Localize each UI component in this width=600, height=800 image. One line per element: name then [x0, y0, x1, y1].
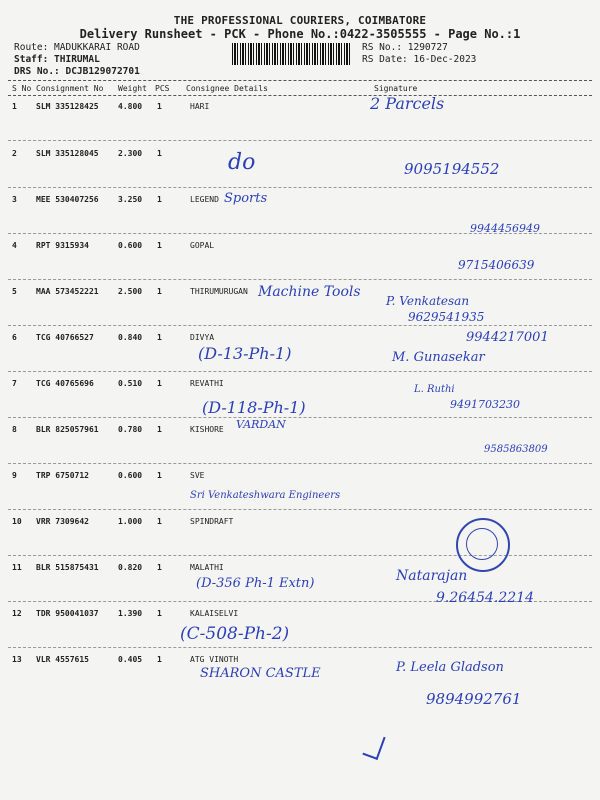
handwriting-company: VARDAN [236, 418, 286, 431]
row-consignment: TCG 40765696 [36, 379, 94, 388]
handwriting-phone: 9894992761 [426, 690, 522, 708]
row-divider [8, 140, 592, 141]
col-signature: Signature [374, 84, 418, 93]
row-consignee: HARI [190, 102, 210, 111]
row-sno: 1 [12, 102, 17, 111]
row-consignee: MALATHI [190, 563, 224, 572]
document-subtitle: Delivery Runsheet - PCK - Phone No.:0422-3505555 - Page No.:1 [79, 27, 521, 41]
rubber-stamp [456, 518, 510, 572]
handwriting-phone: 9585863809 [484, 444, 548, 455]
handwriting-parcels: 2 Parcels [370, 94, 445, 113]
row-pcs: 1 [157, 102, 162, 111]
col-pcs: PCS [155, 84, 170, 93]
rs-date: RS Date: 16-Dec-2023 [362, 54, 477, 65]
route-label: Route: MADUKKARAI ROAD [14, 42, 140, 53]
handwriting-company: Machine Tools [258, 284, 361, 300]
row-consignee: ATG VINOTH [190, 655, 239, 664]
tick-mark [362, 732, 385, 760]
row-sno: 9 [12, 471, 17, 480]
row-divider [8, 325, 592, 326]
row-sno: 11 [12, 563, 22, 572]
row-consignment: MAA 573452221 [36, 287, 99, 296]
row-weight: 0.510 [118, 379, 143, 388]
col-consignment: Consignment No [36, 84, 104, 93]
row-consignment: VLR 4557615 [36, 655, 89, 664]
row-consignment: SLM 335128425 [36, 102, 99, 111]
header-rule-top [8, 80, 592, 81]
row-divider [8, 279, 592, 280]
handwriting-company: Sri Venkateshwara Engineers [190, 490, 341, 501]
row-sno: 8 [12, 425, 17, 434]
row-sno: 2 [12, 149, 17, 158]
row-consignment: BLR 515875431 [36, 563, 99, 572]
row-weight: 0.780 [118, 425, 143, 434]
handwriting-phone: 9.26454.2214 [436, 590, 534, 606]
row-pcs: 1 [157, 195, 162, 204]
handwriting-phone: 9629541935 [408, 310, 485, 324]
row-weight: 0.820 [118, 563, 143, 572]
meta-left [14, 42, 140, 78]
handwriting-signature: P. Leela Gladson [396, 660, 504, 675]
handwriting-address: SHARON CASTLE [200, 666, 321, 681]
row-consignment: BLR 825057961 [36, 425, 99, 434]
row-consignee: LEGEND [190, 195, 219, 204]
col-details: Consignee Details [186, 84, 268, 93]
row-sno: 10 [12, 517, 22, 526]
row-pcs: 1 [157, 287, 162, 296]
row-sno: 5 [12, 287, 17, 296]
handwriting-ditto: do [228, 150, 256, 175]
row-pcs: 1 [157, 425, 162, 434]
row-consignee: SPINDRAFT [190, 517, 234, 526]
barcode [232, 43, 352, 65]
row-weight: 1.390 [118, 609, 143, 618]
row-pcs: 1 [157, 149, 162, 158]
table-row [0, 517, 600, 563]
row-weight: 2.500 [118, 287, 143, 296]
row-consignment: SLM 335128045 [36, 149, 99, 158]
row-sno: 12 [12, 609, 22, 618]
document-title: THE PROFESSIONAL COURIERS, COIMBATORE [173, 14, 427, 27]
row-divider [8, 417, 592, 418]
row-consignee: GOPAL [190, 241, 215, 250]
row-divider [8, 463, 592, 464]
handwriting-phone: 9491703230 [450, 398, 520, 411]
col-weight: Weight [118, 84, 147, 93]
row-sno: 13 [12, 655, 22, 664]
row-pcs: 1 [157, 333, 162, 342]
handwriting-phone: 9944217001 [466, 330, 549, 345]
handwriting-signature: Natarajan [396, 568, 468, 584]
handwriting-company: Sports [224, 191, 268, 206]
meta-right [362, 42, 476, 66]
row-consignee: THIRUMURUGAN [190, 287, 248, 296]
handwriting-address: (D-118-Ph-1) [202, 398, 306, 417]
row-divider [8, 187, 592, 188]
row-consignment: VRR 7309642 [36, 517, 89, 526]
row-weight: 4.800 [118, 102, 143, 111]
row-consignee: KALAISELVI [190, 609, 239, 618]
row-sno: 4 [12, 241, 17, 250]
row-weight: 0.840 [118, 333, 143, 342]
staff-label: Staff: THIRUMAL [14, 54, 100, 65]
row-weight: 0.600 [118, 471, 143, 480]
handwriting-signature: M. Gunasekar [392, 350, 485, 365]
row-pcs: 1 [157, 655, 162, 664]
handwriting-signature: P. Venkatesan [386, 294, 470, 308]
row-weight: 0.405 [118, 655, 143, 664]
drs-number: DRS No.: DCJB129072701 [14, 66, 140, 77]
row-weight: 3.250 [118, 195, 143, 204]
row-consignee: REVATHI [190, 379, 224, 388]
row-sno: 3 [12, 195, 17, 204]
row-weight: 2.300 [118, 149, 143, 158]
handwriting-phone: 9095194552 [404, 160, 500, 178]
row-divider [8, 371, 592, 372]
row-consignment: TDR 950041037 [36, 609, 99, 618]
handwriting-address: (C-508-Ph-2) [180, 624, 290, 644]
col-sno: S No [12, 84, 32, 93]
row-consignment: MEE 530407256 [36, 195, 99, 204]
row-pcs: 1 [157, 517, 162, 526]
row-consignment: RPT 9315934 [36, 241, 89, 250]
row-consignee: KISHORE [190, 425, 224, 434]
row-pcs: 1 [157, 471, 162, 480]
row-pcs: 1 [157, 241, 162, 250]
row-weight: 1.000 [118, 517, 143, 526]
handwriting-signature: L. Ruthi [414, 384, 455, 395]
row-pcs: 1 [157, 379, 162, 388]
table-row [0, 102, 600, 148]
handwriting-phone: 9715406639 [458, 258, 535, 272]
row-consignee: DIVYA [190, 333, 215, 342]
handwriting-address: (D-13-Ph-1) [198, 344, 292, 363]
table-row [0, 149, 600, 195]
table-row [0, 609, 600, 655]
row-consignee: SVE [190, 471, 205, 480]
rs-number: RS No.: 1290727 [362, 42, 448, 53]
row-consignment: TCG 40766527 [36, 333, 94, 342]
row-divider [8, 647, 592, 648]
row-consignment: TRP 6750712 [36, 471, 89, 480]
row-sno: 7 [12, 379, 17, 388]
header-rule-bottom [8, 95, 592, 96]
row-pcs: 1 [157, 563, 162, 572]
handwriting-phone: 9944456949 [470, 222, 540, 235]
handwriting-address: (D-356 Ph-1 Extn) [196, 576, 315, 591]
row-pcs: 1 [157, 609, 162, 618]
row-divider [8, 509, 592, 510]
row-weight: 0.600 [118, 241, 143, 250]
row-sno: 6 [12, 333, 17, 342]
